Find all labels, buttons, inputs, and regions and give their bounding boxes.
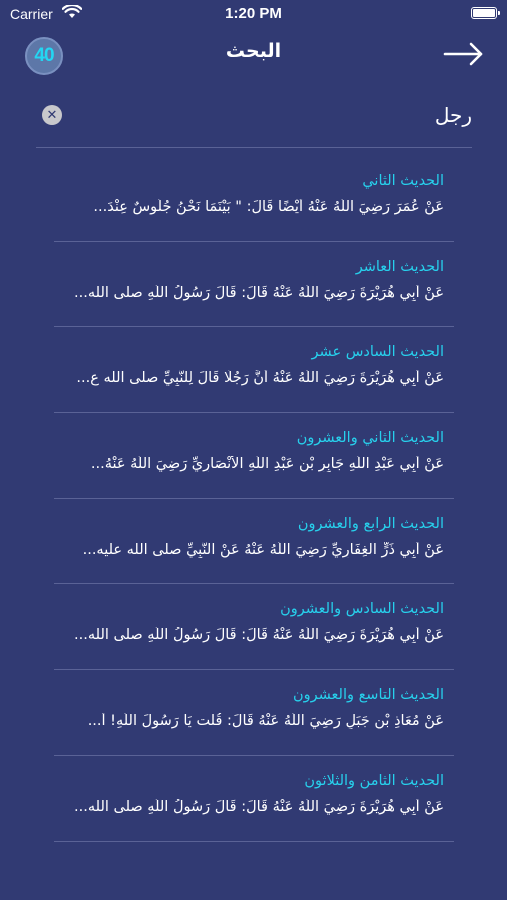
result-snippet: عَنْ مُعَاذِ بْنِ جَبَلٍ رَضِيَ اللَّهُ عَنْهُ قَالَ: قُلْت يَا رَسُولَ اللَّهِ! أَ... (87, 713, 444, 730)
result-item[interactable] (54, 756, 454, 842)
result-item[interactable] (54, 156, 454, 242)
result-item[interactable] (54, 584, 454, 670)
result-snippet: عَنْ أَبِي عَبْدِ اللَّهِ جَابِرِ بْنِ عَبْدِ اللَّهِ الْأَنْصَارِيِّ رَضِيَ اللَّهُ عَنْهُ... (90, 456, 444, 473)
result-title: الحديث السادس عشر (311, 344, 444, 361)
navigation-bar (0, 30, 507, 78)
result-item[interactable] (54, 499, 454, 585)
result-snippet: عَنْ أَبِي هُرَيْرَةَ رَضِيَ اللَّهُ عَنْهُ أَنَّ رَجُلًا قَالَ لِلنَّبِيِّ صلى الله ع... (76, 370, 444, 387)
results-list (54, 156, 454, 842)
logo-text: 40 (34, 45, 54, 66)
result-item[interactable] (54, 242, 454, 328)
result-title: الحديث العاشر (355, 258, 444, 275)
arrow-right-icon[interactable] (443, 40, 485, 68)
result-item[interactable] (54, 413, 454, 499)
result-title: الحديث التاسع والعشرون (292, 687, 444, 704)
result-item[interactable] (54, 327, 454, 413)
result-snippet: عَنْ أَبِي هُرَيْرَةَ رَضِيَ اللَّهُ عَنْهُ قَالَ: قَالَ رَسُولُ اللَّهِ صلى الله... (74, 284, 444, 301)
page-title: البحث (225, 40, 282, 62)
result-item[interactable] (54, 670, 454, 756)
status-bar (0, 0, 507, 28)
result-snippet: عَنْ أَبِي ذَرٍّ الْغِفَارِيِّ رَضِيَ اللَّهُ عَنْهُ عَنْ النَّبِيِّ صلى الله عليه... (82, 541, 444, 558)
search-bar (36, 92, 472, 148)
status-time: 1:20 PM (225, 5, 282, 22)
result-title: الحديث الثامن والثلاثون (304, 772, 444, 789)
battery-icon (471, 7, 497, 19)
carrier-label: Carrier (10, 6, 53, 22)
search-input[interactable] (76, 100, 472, 130)
result-title: الحديث الثاني والعشرون (296, 430, 444, 447)
result-snippet: عَنْ أَبِي هُرَيْرَةَ رَضِيَ اللَّهُ عَنْهُ قَالَ: قَالَ رَسُولُ اللَّهِ صلى الله... (74, 627, 444, 644)
result-title: الحديث السادس والعشرون (280, 601, 444, 618)
result-snippet: عَنْ أَبِي هُرَيْرَةَ رَضِيَ اللَّهُ عَنْهُ قَالَ: قَالَ رَسُولُ اللَّهِ صلى الله... (74, 798, 444, 815)
clear-icon[interactable]: ✕ (42, 105, 62, 125)
result-snippet: عَنْ عُمَرَ رَضِيَ اللَّهُ عَنْهُ أَيْضًا قَالَ: " بَيْنَمَا نَحْنُ جُلُوسٌ عِنْدَ... (93, 199, 444, 215)
result-title: الحديث الرابع والعشرون (297, 515, 444, 532)
result-title: الحديث الثاني (362, 173, 444, 189)
